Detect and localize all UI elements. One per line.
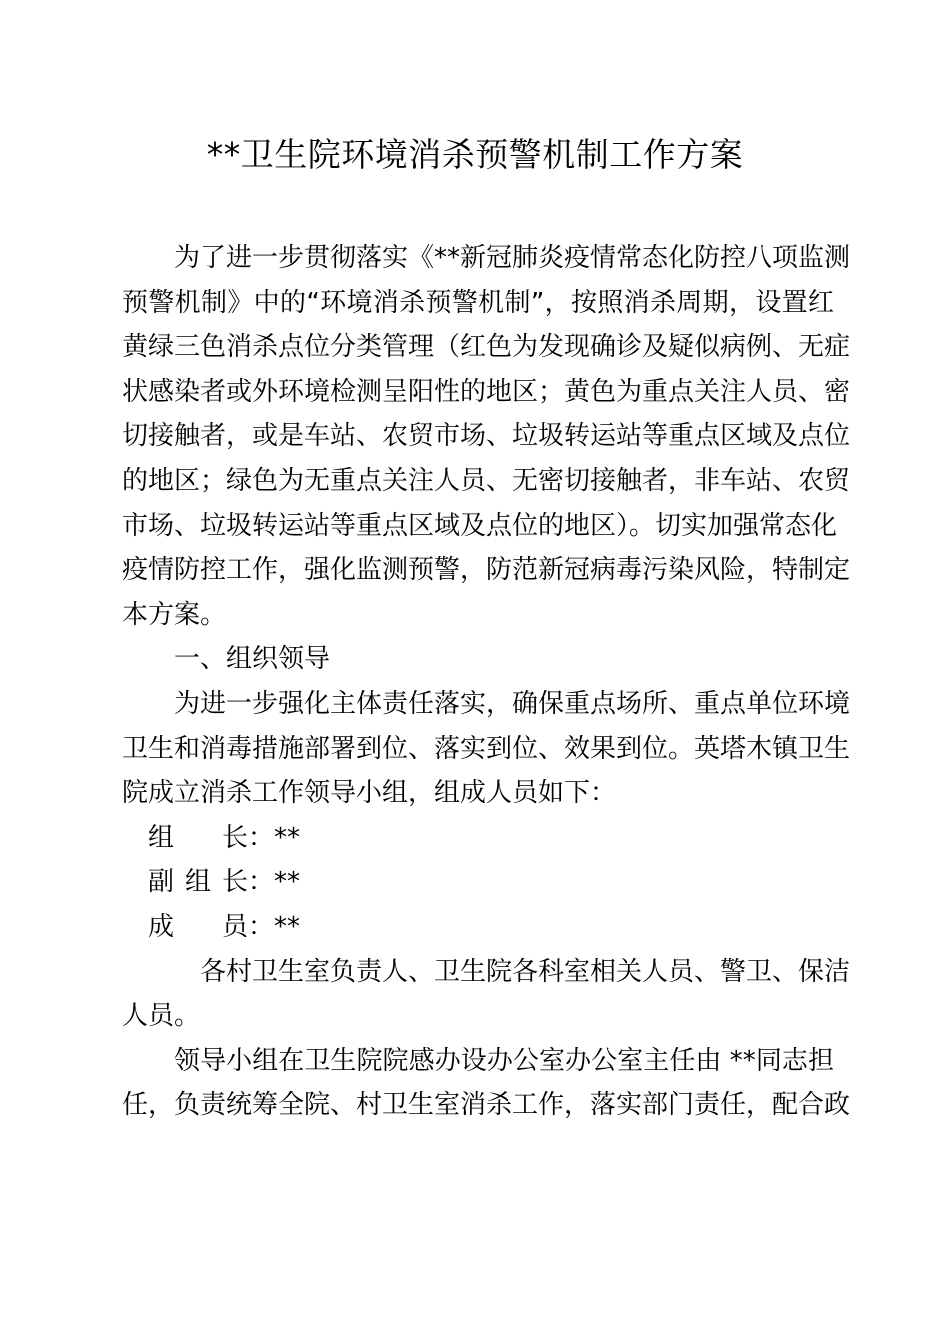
document-body bbox=[122, 236, 851, 1128]
member-label: 组 长 bbox=[148, 822, 248, 853]
section1-line: 为进一步强化主体责任落实，确保重点场所、重点单位环境 bbox=[174, 688, 851, 719]
member-row-members bbox=[122, 905, 834, 950]
intro-line: 状感染者或外环境检测呈阳性的地区；黄色为重点关注人员、密 bbox=[122, 376, 851, 407]
members-extra-line: 各村卫生室负责人、卫生院各科室相关人员、警卫、保洁 bbox=[200, 956, 851, 987]
intro-line: 黄绿三色消杀点位分类管理（红色为发现确诊及疑似病例、无症 bbox=[122, 332, 851, 363]
member-value: ：** bbox=[248, 911, 301, 942]
document-title: **卫生院环境消杀预警机制工作方案 bbox=[206, 135, 744, 174]
member-row-leader bbox=[122, 816, 834, 861]
member-row-deputy bbox=[122, 860, 834, 905]
intro-line: 市场、垃圾转运站等重点区域及点位的地区）。切实加强常态化 bbox=[122, 510, 838, 541]
member-label: 副组长 bbox=[148, 867, 248, 898]
section1-line: 卫生和消毒措施部署到位、落实到位、效果到位。英塔木镇卫生 bbox=[122, 733, 851, 764]
intro-line: 预警机制》中的“环境消杀预警机制”，按照消杀周期，设置红 bbox=[122, 287, 834, 318]
member-value: ：** bbox=[248, 867, 301, 898]
section-heading-organization: 一、组织领导 bbox=[174, 644, 331, 675]
members-extra-line: 人员。 bbox=[122, 1001, 201, 1032]
office-line: 任，负责统筹全院、村卫生室消杀工作，落实部门责任，配合政 bbox=[122, 1090, 851, 1121]
office-line: 领导小组在卫生院院感办设办公室办公室主任由 **同志担 bbox=[174, 1045, 834, 1076]
intro-line: 为了进一步贯彻落实《**新冠肺炎疫情常态化防控八项监测 bbox=[174, 243, 851, 273]
intro-line: 疫情防控工作，强化监测预警，防范新冠病毒污染风险，特制定 bbox=[122, 555, 851, 586]
intro-line: 的地区；绿色为无重点关注人员、无密切接触者，非车站、农贸 bbox=[122, 465, 851, 496]
intro-line: 切接触者，或是车站、农贸市场、垃圾转运站等重点区域及点位 bbox=[122, 421, 851, 452]
member-label: 成 员 bbox=[148, 911, 248, 942]
intro-line: 本方案。 bbox=[122, 599, 227, 630]
section1-line: 院成立消杀工作领导小组，组成人员如下： bbox=[122, 778, 617, 809]
member-value: ：** bbox=[248, 822, 301, 853]
